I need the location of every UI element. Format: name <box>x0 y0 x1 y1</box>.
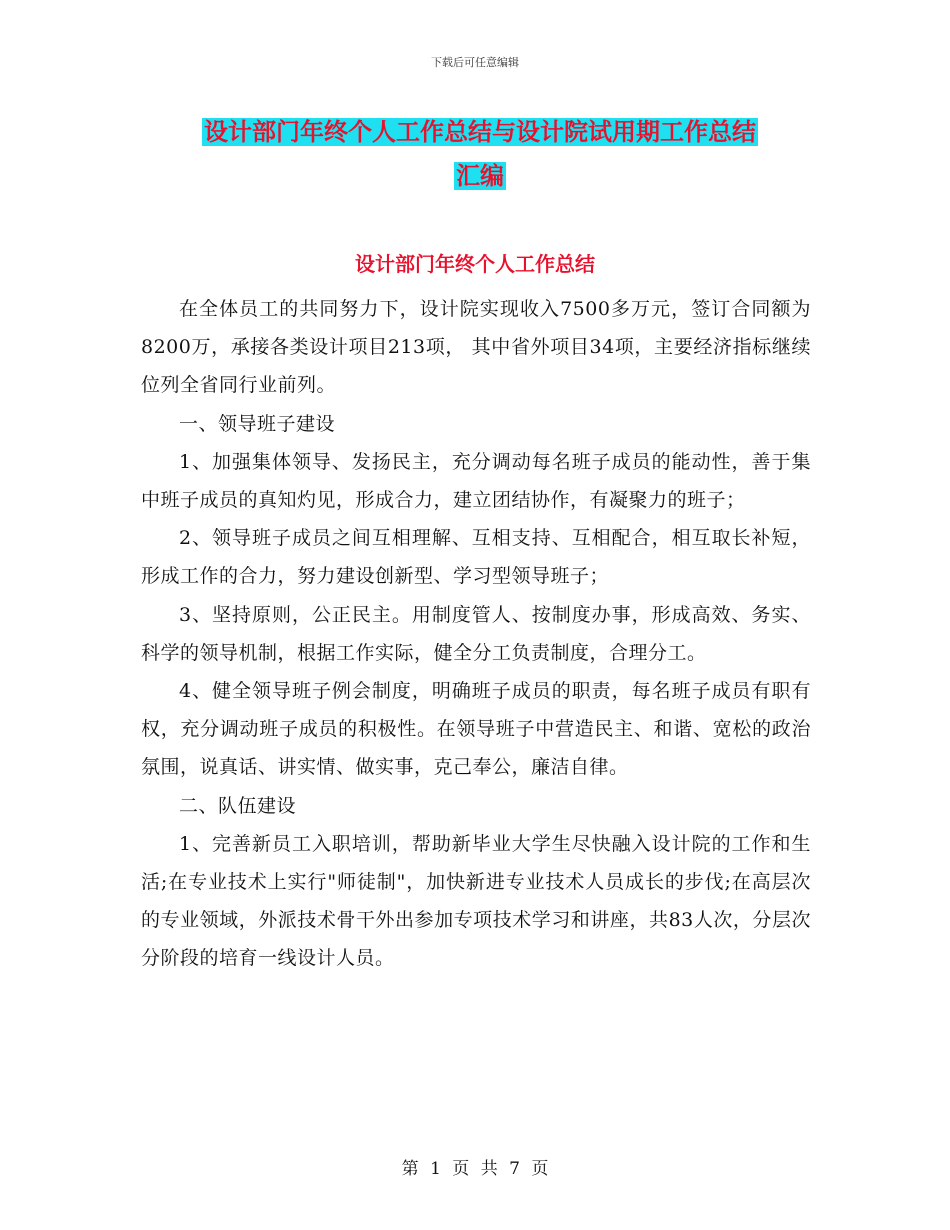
title-line-1: 设计部门年终个人工作总结与设计院试用期工作总结 <box>204 118 756 146</box>
document-title <box>140 110 820 198</box>
heading-team: 二、队伍建设 <box>179 794 297 817</box>
paragraph-leadership-1: 1、加强集体领导、发扬民主，充分调动每名班子成员的能动性，善于集中班子成员的真知灼见，形成合力，建立团结协作，有凝聚力的班子； <box>141 450 811 512</box>
heading-leadership: 一、领导班子建设 <box>179 412 336 435</box>
header-note: 下载后可任意编辑 <box>431 56 519 69</box>
document-body <box>141 290 811 978</box>
title-line-2: 汇编 <box>456 162 504 190</box>
paragraph-intro: 在全体员工的共同努力下，设计院实现收入7500多万元，签订合同额为8200万，承接各类设计项目213项， 其中省外项目34项，主要经济指标继续位列全省同行业前列。 <box>141 298 811 397</box>
paragraph-team-1: 1、完善新员工入职培训，帮助新毕业大学生尽快融入设计院的工作和生活;在专业技术上实行"师徒制"，加快新进专业技术人员成长的步伐;在高层次的专业领域，外派技术骨干外出参加专项技术学习和讲座，共83人次，分层次分阶段的培育一线设计人员。 <box>141 832 811 970</box>
paragraph-leadership-3: 3、坚持原则，公正民主。用制度管人、按制度办事，形成高效、务实、科学的领导机制，根据工作实际，健全分工负责制度，合理分工。 <box>141 603 811 664</box>
section-title: 设计部门年终个人工作总结 <box>355 252 595 276</box>
page-footer: 第 1 页 共 7 页 <box>401 1159 549 1179</box>
paragraph-leadership-4: 4、健全领导班子例会制度，明确班子成员的职责，每名班子成员有职有权，充分调动班子成员的积极性。在领导班子中营造民主、和谐、宽松的政治氛围，说真话、讲实情、做实事，克己奉公，廉洁自律。 <box>141 680 811 779</box>
paragraph-leadership-2: 2、领导班子成员之间互相理解、互相支持、互相配合，相互取长补短，形成工作的合力，努力建设创新型、学习型领导班子； <box>141 527 811 588</box>
